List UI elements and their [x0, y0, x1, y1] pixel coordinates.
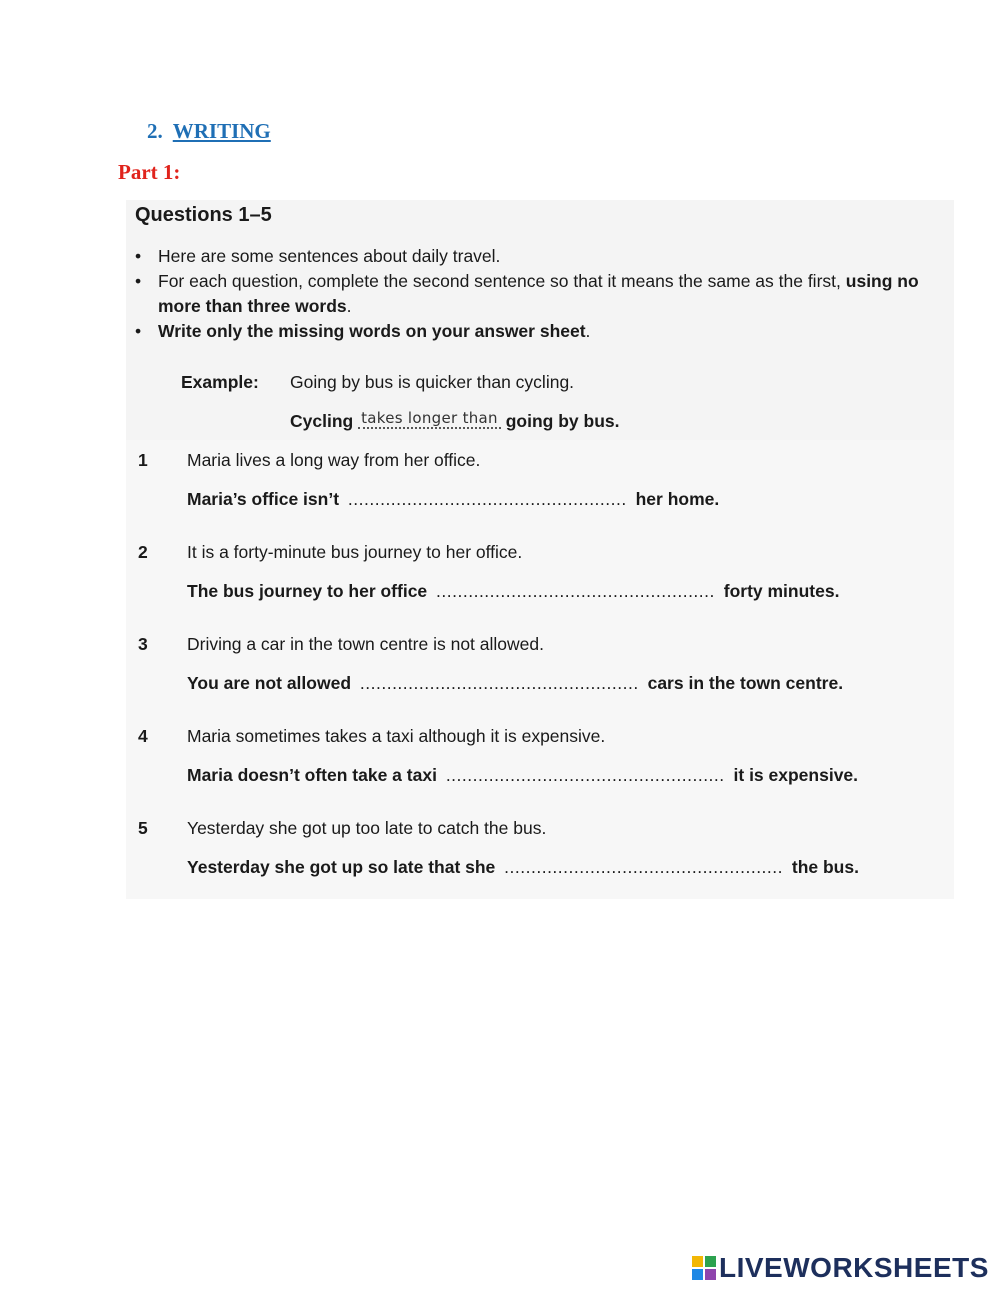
- bullet-icon: •: [135, 321, 142, 341]
- section-heading: [147, 119, 271, 144]
- question-number: 2: [138, 542, 148, 562]
- example-first-sentence: Going by bus is quicker than cycling.: [290, 372, 575, 392]
- question-list: [126, 440, 954, 899]
- logo-square: [705, 1269, 716, 1280]
- instruction-text: Here are some sentences about daily travel.: [158, 246, 501, 266]
- section-title: WRITING: [172, 119, 271, 143]
- instruction-item: [134, 244, 946, 269]
- question-second-sentence: [187, 673, 843, 694]
- part-label: Part 1:: [118, 160, 181, 184]
- second-sentence-start: Maria’s office isn’t: [187, 489, 340, 509]
- second-sentence-start: You are not allowed: [187, 673, 352, 693]
- instruction-period: .: [346, 296, 352, 316]
- second-sentence-end: cars in the town centre.: [647, 673, 844, 693]
- question-first-sentence: Driving a car in the town centre is not allowed.: [187, 634, 544, 654]
- logo-mark-icon: [692, 1256, 716, 1280]
- example-second-start: Cycling: [290, 411, 354, 431]
- answer-blank[interactable]: ....................................................: [359, 673, 639, 693]
- instructions-list: [134, 244, 946, 344]
- example-second-end: going by bus.: [505, 411, 620, 431]
- instruction-item: [134, 319, 946, 344]
- answer-blank[interactable]: ....................................................: [504, 857, 783, 877]
- logo-text: LIVEWORKSHEETS: [719, 1252, 989, 1283]
- logo-square: [692, 1269, 703, 1280]
- bullet-icon: •: [135, 246, 142, 266]
- second-sentence-start: The bus journey to her office: [187, 581, 428, 601]
- answer-blank[interactable]: ....................................................: [445, 765, 725, 785]
- example-second-sentence: [290, 411, 619, 432]
- second-sentence-end: forty minutes.: [723, 581, 840, 601]
- example-label: Example:: [181, 372, 259, 392]
- second-sentence-end: her home.: [635, 489, 720, 509]
- question-second-sentence: [187, 765, 858, 786]
- example-answer: takes longer than: [358, 409, 501, 429]
- second-sentence-start: Maria doesn’t often take a taxi: [187, 765, 437, 785]
- liveworksheets-logo[interactable]: [692, 1252, 989, 1284]
- question-number: 1: [138, 450, 148, 470]
- question-first-sentence: Maria lives a long way from her office.: [187, 450, 481, 470]
- question-number: 4: [138, 726, 148, 746]
- answer-blank[interactable]: ....................................................: [347, 489, 627, 509]
- instruction-text: For each question, complete the second sentence so that it means the same as the first,: [158, 271, 841, 291]
- bullet-icon: •: [135, 271, 142, 291]
- answer-blank[interactable]: ....................................................: [436, 581, 715, 601]
- questions-panel: [126, 200, 954, 899]
- second-sentence-start: Yesterday she got up so late that she: [187, 857, 496, 877]
- instruction-period: .: [585, 321, 591, 341]
- second-sentence-end: it is expensive.: [733, 765, 859, 785]
- questions-heading: Questions 1–5: [135, 204, 272, 226]
- instruction-emphasis: Write only the missing words on your answer sheet: [158, 321, 586, 341]
- question-first-sentence: Yesterday she got up too late to catch the bus.: [187, 818, 547, 838]
- instruction-emphasis: using no more than three words: [158, 271, 919, 316]
- question-second-sentence: [187, 581, 839, 602]
- question-second-sentence: [187, 857, 859, 878]
- instruction-item: [134, 269, 946, 319]
- question-first-sentence: It is a forty-minute bus journey to her office.: [187, 542, 523, 562]
- question-number: 3: [138, 634, 148, 654]
- logo-square: [705, 1256, 716, 1267]
- question-second-sentence: [187, 489, 719, 510]
- question-number: 5: [138, 818, 148, 838]
- question-first-sentence: Maria sometimes takes a taxi although it is expensive.: [187, 726, 606, 746]
- section-number: 2.: [147, 119, 163, 143]
- second-sentence-end: the bus.: [791, 857, 859, 877]
- logo-square: [692, 1256, 703, 1267]
